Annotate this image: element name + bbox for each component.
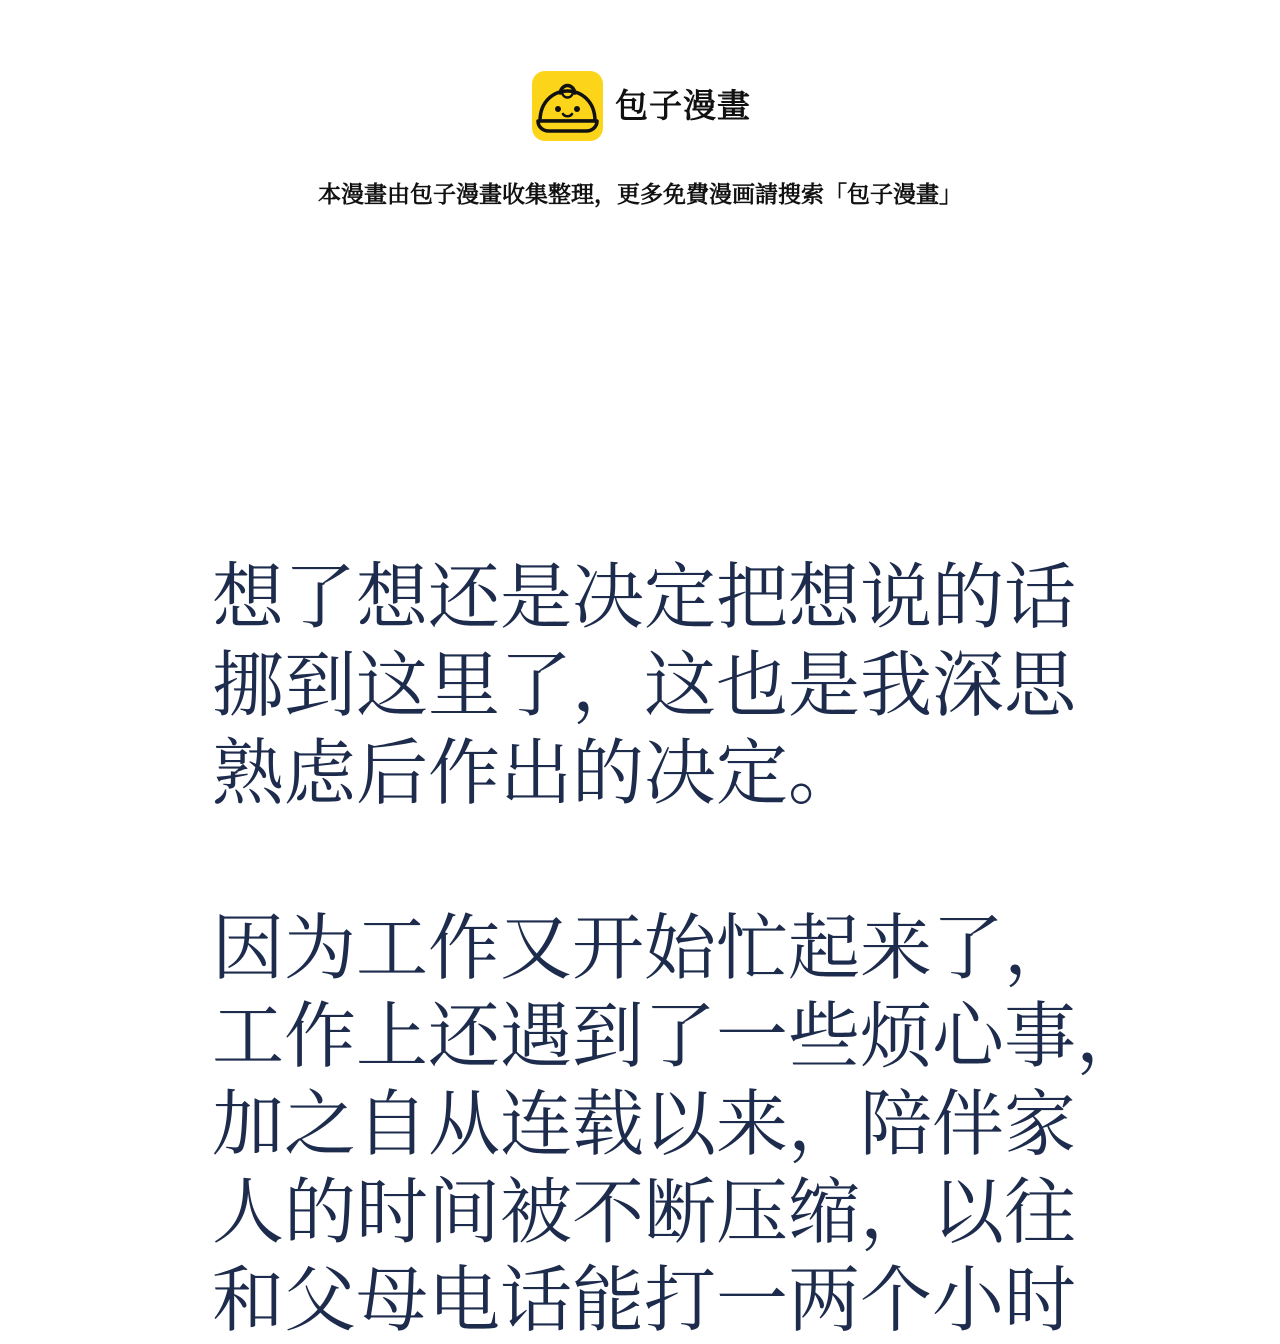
steamed-bun-icon (532, 71, 603, 141)
text-line: 因为工作又开始忙起来了， (212, 906, 1077, 990)
text-line: 想了想还是决定把想说的话 (212, 555, 1077, 639)
text-line: 加之自从连载以来，陪伴家 (212, 1082, 1077, 1166)
brand-header (532, 71, 751, 141)
author-note-paragraph-1 (212, 553, 1076, 817)
author-note-paragraph-2 (212, 904, 1148, 1344)
text-line: 和父母电话能打一两个小时 (212, 1258, 1077, 1342)
text-line: 人的时间被不断压缩，以往 (212, 1170, 1077, 1254)
text-line: 工作上还遇到了一些烦心事， (212, 994, 1149, 1078)
text-line: 熟虑后作出的决定。 (212, 731, 861, 815)
collection-notice: 本漫畫由包子漫畫收集整理，更多免費漫画請搜索「包子漫畫」 (318, 182, 962, 208)
text-line: 挪到这里了，这也是我深思 (212, 643, 1077, 727)
brand-name: 包子漫畫 (615, 86, 751, 125)
